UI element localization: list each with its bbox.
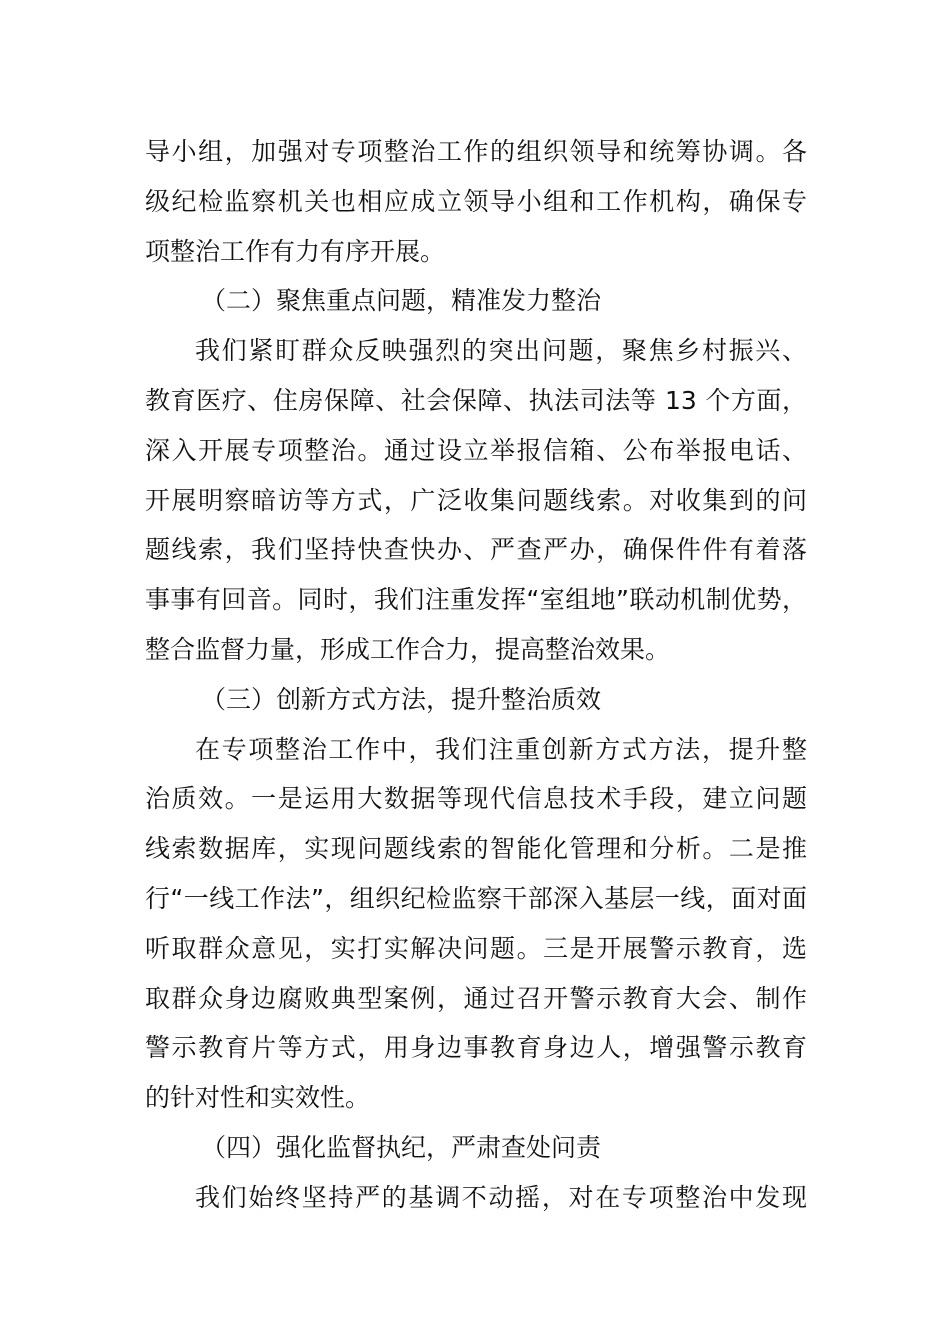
- paragraph-line: 的针对性和实效性。: [145, 1083, 371, 1113]
- paragraph-line: 我们始终坚持严的基调不动摇，对在专项整治中发现: [195, 1182, 807, 1212]
- section-heading-4: （四）强化监督执纪，严肃查处问责: [201, 1132, 602, 1162]
- paragraph-line: 听取群众意见，实打实解决问题。三是开展警示教育，选: [145, 933, 807, 963]
- paragraph-line: 行“一线工作法”，组织纪检监察干部深入基层一线，面对面: [145, 883, 807, 913]
- paragraph-line: 在专项整治工作中，我们注重创新方式方法，提升整: [195, 734, 807, 764]
- section-heading-2: （二）聚焦重点问题，精准发力整治: [201, 286, 602, 316]
- paragraph-line: 线索数据库，实现问题线索的智能化管理和分析。二是推: [145, 834, 807, 864]
- paragraph-line: 警示教育片等方式，用身边事教育身边人，增强警示教育: [145, 1033, 807, 1063]
- paragraph-line: 项整治工作有力有序开展。: [145, 236, 446, 266]
- paragraph-line: 题线索，我们坚持快查快办、严查严办，确保件件有着落: [145, 535, 807, 565]
- paragraph-line: 教育医疗、住房保障、社会保障、执法司法等 13 个方面，: [145, 385, 807, 415]
- paragraph-line: 开展明察暗访等方式，广泛收集问题线索。对收集到的问: [145, 485, 807, 515]
- paragraph-line: 深入开展专项整治。通过设立举报信箱、公布举报电话、: [145, 435, 807, 465]
- paragraph-line: 导小组，加强对专项整治工作的组织领导和统筹协调。各: [145, 137, 807, 166]
- paragraph-line: 我们紧盯群众反映强烈的突出问题，聚焦乡村振兴、: [195, 336, 807, 366]
- section-heading-3: （三）创新方式方法，提升整治质效: [201, 684, 602, 714]
- paragraph-line: 级纪检监察机关也相应成立领导小组和工作机构，确保专: [145, 186, 807, 216]
- paragraph-line: 整合监督力量，形成工作合力，提高整治效果。: [145, 634, 671, 664]
- paragraph-line: 取群众身边腐败典型案例，通过召开警示教育大会、制作: [145, 983, 807, 1013]
- paragraph-line: 治质效。一是运用大数据等现代信息技术手段，建立问题: [145, 784, 807, 814]
- document-body: [145, 127, 807, 1223]
- paragraph-line: 事事有回音。同时，我们注重发挥“室组地”联动机制优势，: [145, 585, 807, 615]
